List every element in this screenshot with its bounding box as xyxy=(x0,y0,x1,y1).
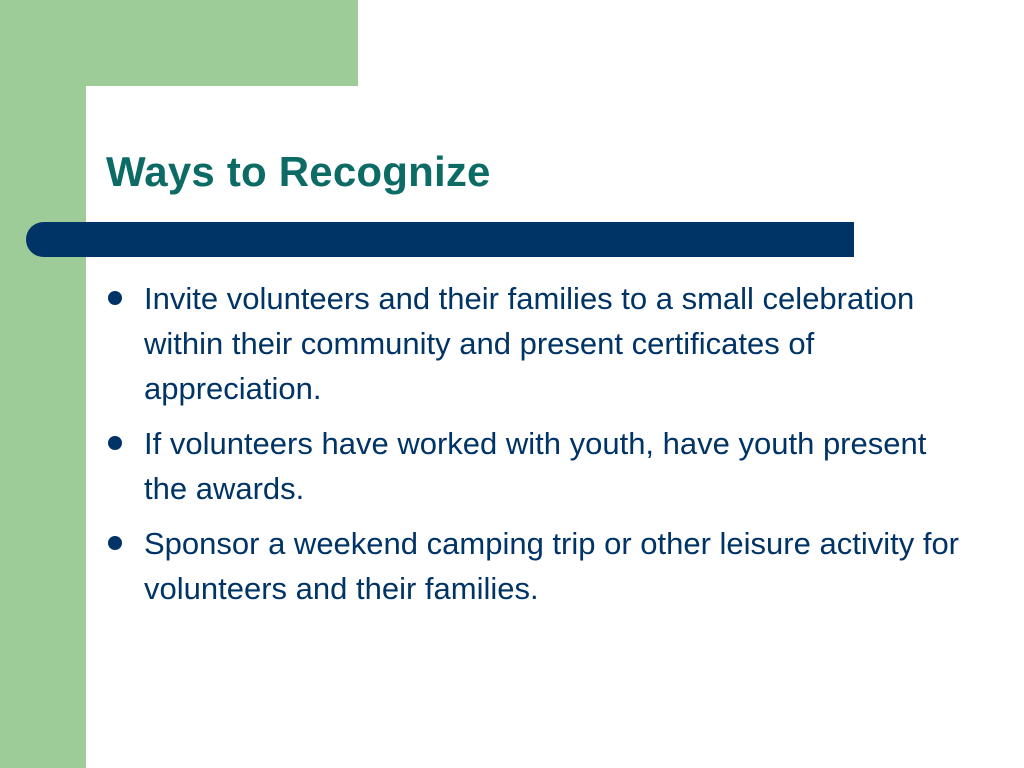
bullet-text: Invite volunteers and their families to a small celebration within their community and present certificates of appreciation. xyxy=(144,281,915,406)
bullet-icon xyxy=(108,291,122,305)
bullet-text: If volunteers have worked with youth, have youth present the awards. xyxy=(144,426,927,506)
bullet-icon xyxy=(108,536,122,550)
slide-title: Ways to Recognize xyxy=(106,148,491,195)
list-item xyxy=(106,521,966,611)
green-side-strip xyxy=(0,0,86,768)
bullet-list xyxy=(106,276,966,621)
list-item xyxy=(106,421,966,511)
list-item xyxy=(106,276,966,411)
bullet-icon xyxy=(108,436,122,450)
green-top-block xyxy=(0,0,358,86)
bullet-text: Sponsor a weekend camping trip or other leisure activity for volunteers and their families. xyxy=(144,526,960,606)
title-underline-bar xyxy=(26,222,854,257)
